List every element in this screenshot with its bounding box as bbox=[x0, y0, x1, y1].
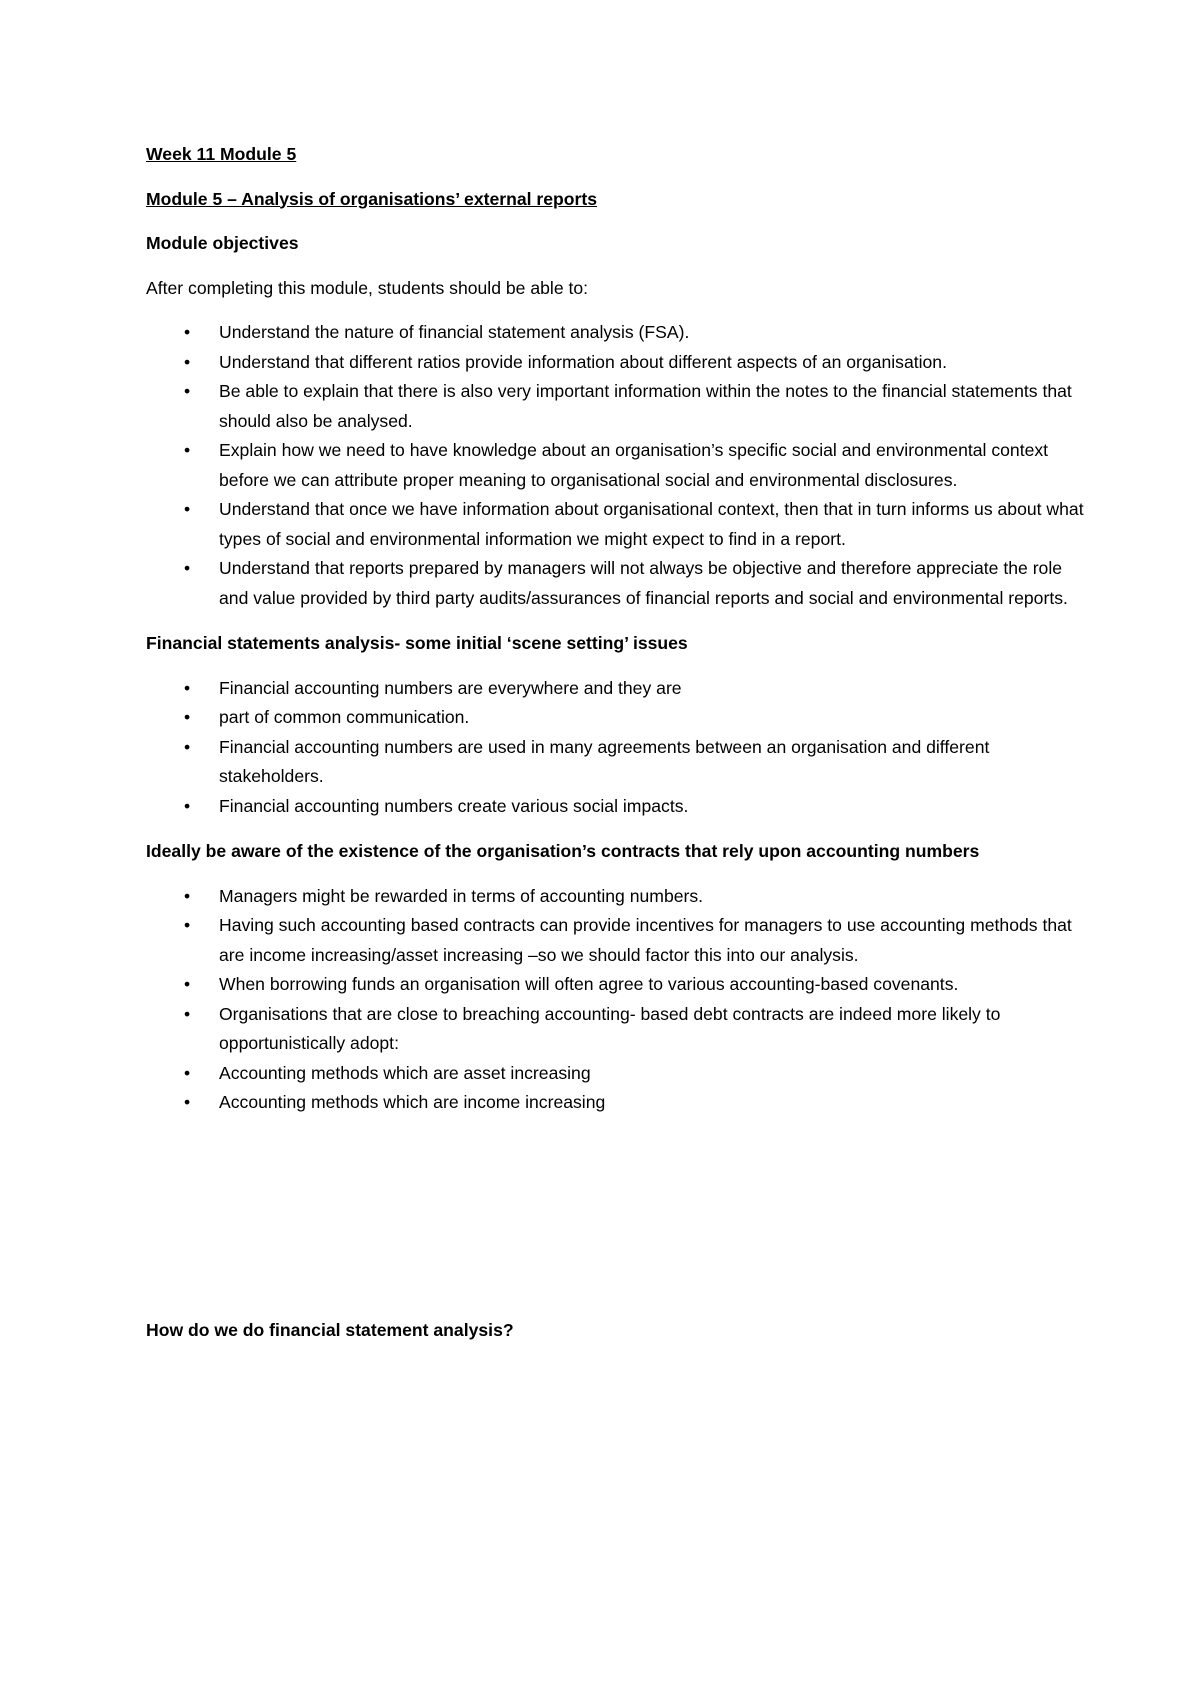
list-item-text: Explain how we need to have knowledge about an organisation’s specific social and environmental context before we can attribute proper meaning to organisational social and environmental disclosures. bbox=[219, 440, 1049, 490]
list-item bbox=[146, 1059, 1086, 1089]
list-item-text: Accounting methods which are income increasing bbox=[219, 1092, 606, 1112]
list-item bbox=[146, 1088, 1086, 1118]
intro-text: After completing this module, students should be able to: bbox=[146, 277, 589, 298]
list-item-text: Understand that reports prepared by managers will not always be objective and therefore appreciate the role and value provided by third party audits/assurances of financial reports and social and environmental reports. bbox=[219, 558, 1068, 608]
list-item-text: Be able to explain that there is also very important information within the notes to the financial statements that should also be analysed. bbox=[219, 381, 1072, 431]
bullet-icon: • bbox=[184, 736, 191, 757]
list-item-text: When borrowing funds an organisation will often agree to various accounting-based covenants. bbox=[219, 974, 959, 994]
list-item bbox=[146, 882, 1086, 912]
bullet-icon: • bbox=[184, 322, 191, 342]
blank-space bbox=[146, 1134, 1086, 1316]
list-item bbox=[146, 436, 1086, 495]
list-item-text: Financial accounting numbers are everywhere and they are bbox=[219, 677, 682, 698]
bullet-icon: • bbox=[184, 1003, 191, 1024]
bullet-icon: • bbox=[184, 440, 191, 460]
list-item-text: Understand that different ratios provide information about different aspects of an organisation. bbox=[219, 351, 947, 372]
list-item bbox=[146, 970, 1086, 1000]
bullet-icon: • bbox=[184, 351, 191, 372]
document-page bbox=[146, 140, 1086, 1360]
list-item bbox=[146, 377, 1086, 436]
bullet-icon: • bbox=[184, 381, 191, 401]
fsa-list bbox=[146, 674, 1086, 822]
list-item bbox=[146, 348, 1086, 378]
bullet-icon: • bbox=[184, 1092, 191, 1112]
module-title: Module 5 – Analysis of organisations’ external reports bbox=[146, 188, 598, 209]
bullet-icon: • bbox=[184, 915, 191, 935]
list-item bbox=[146, 495, 1086, 554]
list-item bbox=[146, 1000, 1086, 1059]
fsa-heading: Financial statements analysis- some initial ‘scene setting’ issues bbox=[146, 633, 688, 653]
list-item-text: Accounting methods which are asset increasing bbox=[219, 1062, 591, 1083]
bullet-icon: • bbox=[184, 1062, 191, 1083]
list-item-text: part of common communication. bbox=[219, 707, 470, 727]
list-item-text: Financial accounting numbers create various social impacts. bbox=[219, 795, 689, 816]
contracts-heading: Ideally be aware of the existence of the organisation’s contracts that rely upon accounting numbers bbox=[146, 841, 980, 861]
contracts-list bbox=[146, 882, 1086, 1118]
list-item bbox=[146, 792, 1086, 822]
list-item-text: Organisations that are close to breaching accounting- based debt contracts are indeed more likely to opportunistically adopt: bbox=[219, 1003, 1001, 1053]
bullet-icon: • bbox=[184, 795, 191, 816]
list-item-text: Understand the nature of financial statement analysis (FSA). bbox=[219, 322, 690, 342]
bullet-icon: • bbox=[184, 499, 191, 519]
objectives-list bbox=[146, 318, 1086, 613]
final-heading: How do we do financial statement analysis? bbox=[146, 1319, 514, 1340]
list-item bbox=[146, 554, 1086, 613]
bullet-icon: • bbox=[184, 707, 191, 727]
bullet-icon: • bbox=[184, 974, 191, 994]
list-item bbox=[146, 703, 1086, 733]
list-item-text: Understand that once we have information about organisational context, then that in turn informs us about what types of social and environmental information we might expect to find in a report. bbox=[219, 499, 1084, 549]
list-item bbox=[146, 911, 1086, 970]
list-item bbox=[146, 318, 1086, 348]
list-item bbox=[146, 674, 1086, 704]
list-item bbox=[146, 733, 1086, 792]
week-title: Week 11 Module 5 bbox=[146, 144, 297, 164]
objectives-heading: Module objectives bbox=[146, 233, 299, 253]
list-item-text: Having such accounting based contracts can provide incentives for managers to use accounting methods that are income increasing/asset increasing –so we should factor this into our analysis. bbox=[219, 915, 1072, 965]
bullet-icon: • bbox=[184, 558, 191, 578]
bullet-icon: • bbox=[184, 677, 191, 698]
bullet-icon: • bbox=[184, 885, 191, 906]
list-item-text: Managers might be rewarded in terms of accounting numbers. bbox=[219, 885, 704, 906]
list-item-text: Financial accounting numbers are used in many agreements between an organisation and different stakeholders. bbox=[219, 736, 990, 786]
